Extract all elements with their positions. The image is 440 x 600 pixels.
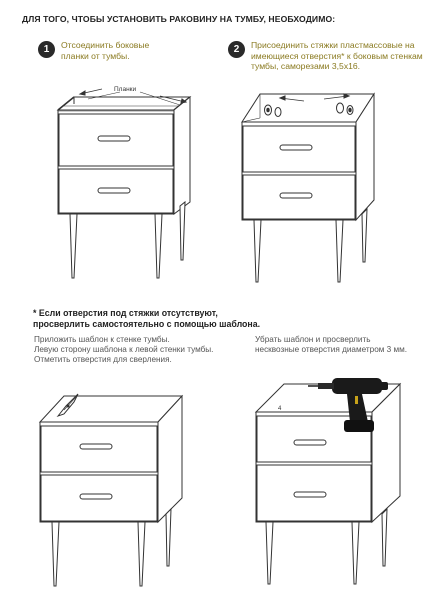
step-2-line: тумбы, саморезами 3,5х16.: [251, 61, 361, 71]
step-1: [38, 40, 198, 61]
cabinet-drilling-illustration: [252, 372, 422, 592]
template-instruction-line: Приложить шаблон к стенке тумбы.: [34, 335, 170, 344]
rails-callout-label: Планки: [114, 86, 137, 93]
step-2-line: имеющиеся отверстия* к боковым стенкам: [251, 50, 423, 61]
step-1-line: Отсоединить боковые: [61, 40, 150, 50]
drilling-instruction: [255, 335, 435, 355]
cabinet-rails-illustration: [40, 82, 210, 287]
page-title: ДЛЯ ТОГО, ЧТОБЫ УСТАНОВИТЬ РАКОВИНУ НА ТУМБУ, НЕОБХОДИМО:: [22, 14, 336, 24]
template-instruction: [34, 335, 239, 365]
template-instruction-line: Левую сторону шаблона к левой стенки тумбы.: [34, 345, 214, 354]
step-1-text: [61, 40, 149, 61]
drilling-instruction-line: несквозные отверстия диаметром 3 мм.: [255, 345, 408, 354]
step-1-line: планки от тумбы.: [61, 50, 130, 61]
cabinet-template-illustration: [30, 380, 205, 595]
note-title-line: * Если отверстия под стяжки отсутствуют,: [33, 308, 218, 318]
step-number-badge: 2: [228, 41, 245, 58]
step-number-badge: 1: [38, 41, 55, 58]
step-2-text: [251, 40, 423, 72]
template-mark-number: 4: [278, 406, 282, 412]
step-2-line: Присоединить стяжки пластмассовые на: [251, 40, 415, 50]
note-title: [33, 308, 423, 330]
cabinet-ties-illustration: [228, 82, 408, 287]
template-instruction-line: Отметить отверстия для сверления.: [34, 355, 172, 364]
step-2: [228, 40, 438, 72]
note-title-line: просверлить самостоятельно с помощью шаблона.: [33, 319, 261, 329]
drilling-instruction-line: Убрать шаблон и просверлить: [255, 335, 371, 344]
